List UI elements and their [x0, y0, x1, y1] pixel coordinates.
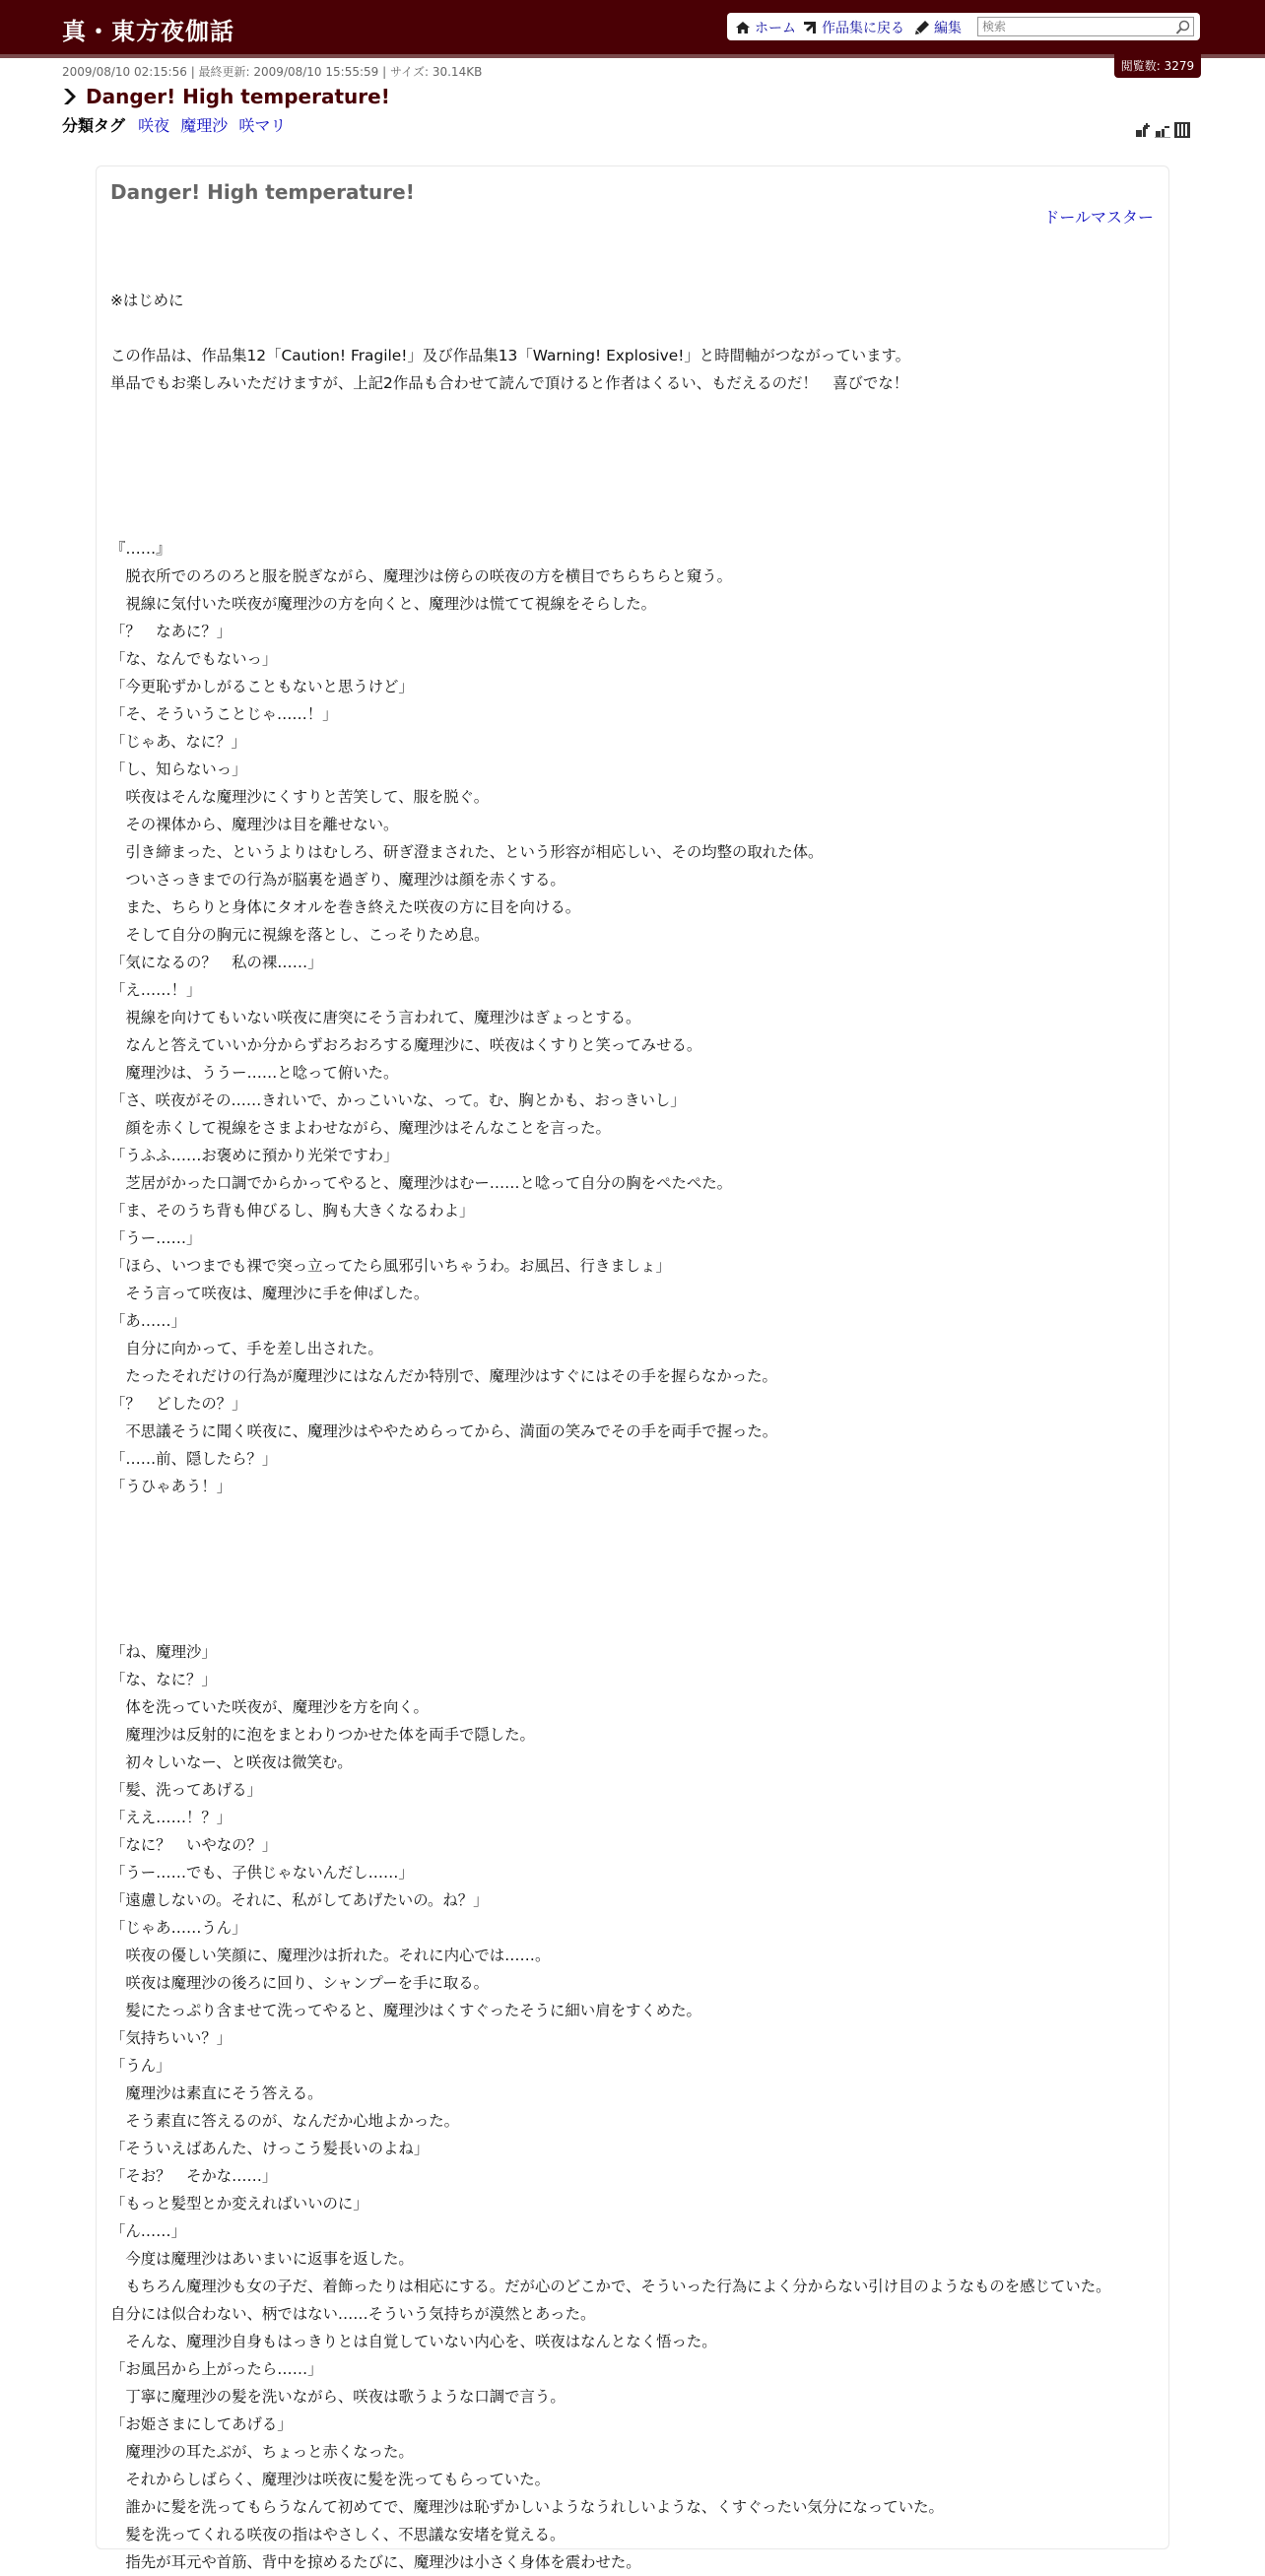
story-line [110, 314, 1157, 342]
chevron-right-icon [62, 88, 78, 105]
story-line: 「ま、そのうち背も伸びるし、胸も大きくなるわよ」 [110, 1202, 475, 1220]
nav-edit-label: 編集 [934, 21, 962, 36]
story-line: 「うん」 [110, 2057, 171, 2075]
story-line: 「もっと髪型とか変えればいいのに」 [110, 2195, 368, 2213]
story-line: なんと答えていいか分からずおろおろする魔理沙に、咲夜はくすりと笑ってみせる。 [110, 1036, 702, 1054]
story-line: 「うー……でも、子供じゃないんだし……」 [110, 1864, 414, 1882]
story-line: 髪を洗ってくれる咲夜の指はやさしく、不思議な安堵を覚える。 [110, 2526, 566, 2543]
story-title: Danger! High temperature! [110, 180, 415, 204]
tag-link[interactable]: 魔理沙 [180, 116, 229, 135]
story-line: そう素直に答えるのが、なんだか心地よかった。 [110, 2112, 459, 2130]
story-line: 「……前、隠したら？」 [110, 1450, 278, 1468]
story-line [110, 480, 1157, 507]
story-line: 自分に向かって、手を差し出された。 [110, 1340, 383, 1357]
story-line: また、ちらりと身体にタオルを巻き終えた咲夜の方に目を向ける。 [110, 898, 581, 916]
story-line: 『……』 [110, 540, 171, 558]
story-line: そう言って咲夜は、魔理沙に手を伸ばした。 [110, 1285, 430, 1302]
story-body [110, 259, 1157, 2576]
story-line: 「そういえばあんた、けっこう髪長いのよね」 [110, 2140, 430, 2157]
bookmark-add-icon[interactable] [1135, 122, 1151, 138]
story-line: 「そお？ そかな……」 [110, 2167, 278, 2185]
story-line: 魔理沙は反射的に泡をまとわりつかせた体を両手で隠した。 [110, 1726, 535, 1744]
story-line: 引き締まった、というよりはむしろ、研ぎ澄まされた、という形容が相応しい、その均整の取れた体。 [110, 843, 824, 861]
story-line: 顔を赤くして視線をさまよわせながら、魔理沙はそんなことを言った。 [110, 1119, 611, 1137]
story-line [110, 1583, 1157, 1611]
story-line: 髪にたっぷり含ませて洗ってやると、魔理沙はくすぐったそうに細い肩をすくめた。 [110, 2002, 701, 2019]
story-line [110, 1500, 1157, 1528]
story-line: 単品でもお楽しみいただけますが、上記2作品も合わせて読んで頂けると作者はくるい、もだえるのだ！ 喜びでな！ [110, 374, 909, 392]
tags-label: 分類タグ [62, 116, 126, 135]
story-line: 視線を向けてもいない咲夜に唐突にそう言われて、魔理沙はぎょっとする。 [110, 1009, 641, 1026]
post-title [62, 85, 390, 108]
story-line: 丁寧に魔理沙の髪を洗いながら、咲夜は歌うような口調で言う。 [110, 2388, 566, 2406]
story-line: 「じゃあ、なに？」 [110, 733, 246, 751]
story-line: そんな、魔理沙自身もはっきりとは自覚していない内心を、咲夜はなんとなく悟った。 [110, 2333, 717, 2350]
story-line [110, 397, 1157, 425]
nav-home-link[interactable] [735, 19, 796, 36]
story-line: 「な、なんでもないっ」 [110, 650, 278, 668]
nav-back-label: 作品集に戻る [822, 21, 904, 36]
story-line: 視線に気付いた咲夜が魔理沙の方を向くと、魔理沙は慌てて視線をそらした。 [110, 595, 657, 613]
story-line: 自分には似合わない、柄ではない……そういう気持ちが漠然とあった。 [110, 2305, 596, 2323]
story-line: 「今更恥ずかしがることもないと思うけど」 [110, 678, 414, 695]
site-header [0, 0, 1265, 58]
story-line: 「遠慮しないの。それに、私がしてあげたいの。ね？」 [110, 1891, 489, 1909]
story-line: 「ほら、いつまでも裸で突っ立ってたら風邪引いちゃうわ。お風呂、行きましょ」 [110, 1257, 671, 1275]
bookmark-share-icon[interactable] [1155, 122, 1170, 138]
story-line [110, 1528, 1157, 1555]
story-line: 今度は魔理沙はあいまいに返事を返した。 [110, 2250, 414, 2268]
site-title[interactable]: 真・東方夜伽話 [62, 18, 234, 45]
story-line: この作品は、作品集12「Caution! Fragile!」及び作品集13「Warning! Explosive!」と時間軸がつながっています。 [110, 347, 911, 364]
story-line: 「気になるの？ 私の裸……」 [110, 954, 323, 971]
share-icons [1135, 122, 1190, 138]
story-line: 「そ、そういうことじゃ……！」 [110, 705, 338, 723]
story-line: 魔理沙の耳たぶが、ちょっと赤くなった。 [110, 2443, 414, 2461]
search-icon[interactable] [1175, 20, 1191, 35]
story-line: たったそれだけの行為が魔理沙にはなんだか特別で、魔理沙はすぐにはその手を握らなかった。 [110, 1367, 777, 1385]
story-line: 咲夜の優しい笑顔に、魔理沙は折れた。それに内心では……。 [110, 1947, 551, 1964]
story-line: 咲夜は魔理沙の後ろに回り、シャンプーを手に取る。 [110, 1974, 489, 1992]
story-line: その裸体から、魔理沙は目を離せない。 [110, 816, 399, 833]
view-count-badge: 閲覧数: 3279 [1114, 54, 1201, 78]
tag-link[interactable]: 咲マリ [238, 116, 287, 135]
story-line: 「お風呂から上がったら……」 [110, 2360, 323, 2378]
nav-back-link[interactable] [802, 19, 904, 36]
story-line: 脱衣所でのろのろと服を脱ぎながら、魔理沙は傍らの咲夜の方を横目でちらちらと窺う。 [110, 567, 733, 585]
story-line: 不思議そうに聞く咲夜に、魔理沙はややためらってから、満面の笑みでその手を両手で握った。 [110, 1422, 778, 1440]
home-icon [735, 21, 751, 34]
post-title-text: Danger! High temperature! [86, 85, 390, 108]
story-line: 「なに？ いやなの？」 [110, 1836, 278, 1854]
nav-edit-link[interactable] [914, 19, 962, 36]
story-line: 「ええ……！？」 [110, 1809, 233, 1826]
search-input[interactable] [977, 17, 1194, 36]
story-line: 「髪、洗ってあげる」 [110, 1781, 262, 1799]
story-line [110, 1555, 1157, 1583]
story-line [110, 452, 1157, 480]
post-meta: 2009/08/10 02:15:56 | 最終更新: 2009/08/10 15:55:59 | サイズ: 30.14KB [62, 65, 483, 79]
story-line: 「？ なあに？」 [110, 623, 233, 640]
story-line: 指先が耳元や首筋、背中を掠めるたびに、魔理沙は小さく身体を震わせた。 [110, 2553, 641, 2571]
story-line: 「お姫さまにしてあげる」 [110, 2415, 293, 2433]
story-line: 咲夜はそんな魔理沙にくすりと苦笑して、服を脱ぐ。 [110, 788, 490, 806]
back-arrow-icon [802, 20, 818, 35]
qr-code-icon[interactable] [1174, 122, 1190, 138]
story-line [110, 259, 1157, 287]
story-line: ついさっきまでの行為が脳裏を過ぎり、魔理沙は顔を赤くする。 [110, 871, 566, 889]
story-line [110, 425, 1157, 452]
story-line: 「あ……」 [110, 1312, 186, 1330]
story-line: 「うー……」 [110, 1229, 202, 1247]
story-line: 「ん……」 [110, 2222, 186, 2240]
story-line: 「し、知らないっ」 [110, 760, 247, 778]
story-line: 「気持ちいい？」 [110, 2029, 233, 2047]
story-line: 「ね、魔理沙」 [110, 1643, 217, 1661]
pencil-icon [914, 20, 930, 35]
tag-link[interactable]: 咲夜 [138, 116, 170, 135]
story-line: 誰かに髪を洗ってもらうなんて初めてで、魔理沙は恥ずかしいようなうれしいような、くすぐったい気分になっていた。 [110, 2498, 944, 2516]
story-line: 体を洗っていた咲夜が、魔理沙を方を向く。 [110, 1698, 429, 1716]
story-line [110, 507, 1157, 535]
story-line: 「な、なに？」 [110, 1671, 217, 1688]
story-line: もちろん魔理沙も女の子だ、着飾ったりは相応にする。だが心のどこかで、そういった行為によく分からない引け目のようなものを感じていた。 [110, 2278, 1111, 2295]
nav-home-label: ホーム [755, 21, 796, 36]
story-line: 魔理沙は素直にそう答える。 [110, 2084, 323, 2102]
story-line: 「うひゃあう！」 [110, 1478, 233, 1495]
story-line: ※はじめに [110, 292, 184, 309]
nav-bar [727, 13, 1200, 40]
story-line: 初々しいなー、と咲夜は微笑む。 [110, 1753, 353, 1771]
story-line: 「？ どしたの？」 [110, 1395, 247, 1413]
story-line [110, 1611, 1157, 1638]
story-line: 「え……！」 [110, 981, 202, 999]
story-line: 魔理沙は、ううー……と唸って俯いた。 [110, 1064, 399, 1082]
story-line: 「さ、咲夜がその……きれいで、かっこいいな、って。む、胸とかも、おっきいし」 [110, 1091, 686, 1109]
story-line: 「じゃあ……うん」 [110, 1919, 247, 1937]
story-line: 「うふふ……お褒めに預かり光栄ですわ」 [110, 1147, 399, 1164]
author-link[interactable]: ドールマスター [1043, 208, 1154, 227]
tag-list [62, 113, 292, 136]
story-line: 芝居がかった口調でからかってやると、魔理沙はむー……と唸って自分の胸をぺたぺた。 [110, 1174, 733, 1192]
story-line: そして自分の胸元に視線を落とし、こっそりため息。 [110, 926, 490, 944]
story-line: それからしばらく、魔理沙は咲夜に髪を洗ってもらっていた。 [110, 2471, 551, 2488]
